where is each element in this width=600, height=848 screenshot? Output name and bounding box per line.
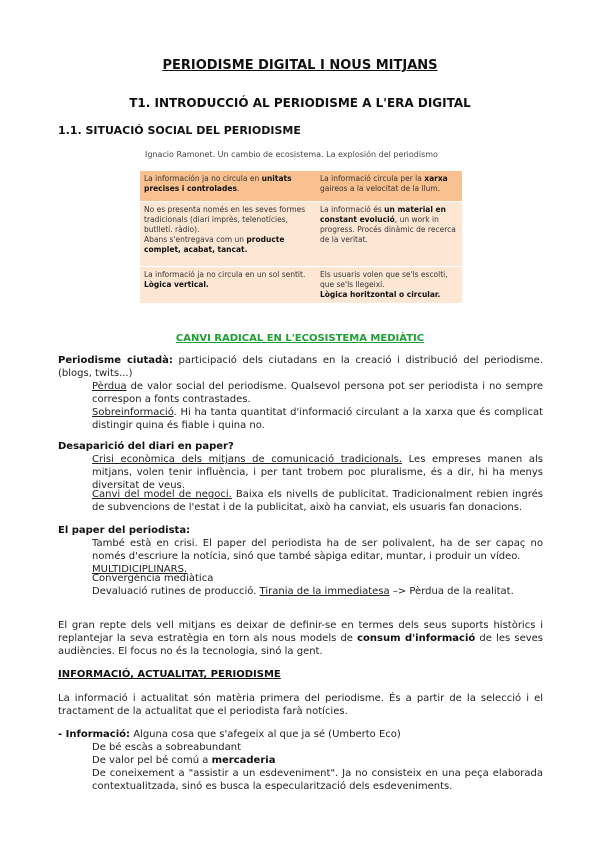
table-row — [140, 267, 462, 304]
list-item: Canvi del model de negoci. Baixa els nivells de publicitat. Tradicionalment rebien ingrés de subvencions de l'estat i de la publicitat, això ha canviat, els usuaris fan donacions. — [92, 489, 543, 513]
information-heading: INFORMACIÓ, ACTUALITAT, PERIODISME — [58, 669, 281, 680]
table-cell: Els usuaris volen que se'ls escolti, que se'ls llegeixi. Lògica horitzontal o circular. — [316, 267, 462, 304]
table-row — [140, 202, 462, 267]
list-item: De coneixement a "assistir a un esdeveniment". Ja no consisteix en una peça elaborada contextualitzada, sinó es busca la especularització dels esdeveniments. — [92, 768, 543, 792]
list-item: També està en crisi. El paper del periodista ha de ser polivalent, ha de ser capaç no només d'escriure la notícia, sinó que també sàpiga editar, muntar, i produir un vídeo. MULTIDICIPLINARS. — [92, 538, 543, 575]
green-heading: CANVI RADICAL EN L'ECOSISTEMA MEDIÀTIC — [175, 333, 425, 344]
ecosystem-table — [140, 171, 462, 304]
topic-heading: T1. INTRODUCCIÓ AL PERIODISME A L'ERA DIGITAL — [129, 96, 471, 110]
table-cell: La información ja no circula en unitats precises i controlades. — [140, 171, 316, 202]
information-definition: - Informació: Alguna cosa que s'afegeix al que ja sé (Umberto Eco) — [58, 729, 401, 740]
list-item: De valor pel bé comú a mercaderia — [92, 755, 276, 766]
journalist-role-heading: El paper del periodista: — [58, 525, 191, 536]
list-item: Crisi econòmica dels mitjans de comunicació tradicionals. Les empreses manen als mitjans, volen tenir influència, i per tant trobem poc pluralisme, és a dir, hi ha menys diversitat de veus. — [92, 454, 543, 491]
list-item: Pèrdua de valor social del periodisme. Qualsevol persona pot ser periodista i no sempre correspon a fonts contrastades. — [92, 381, 543, 405]
list-item: Convergència mediàtica — [92, 573, 214, 584]
table-cell: No es presenta només en les seves formes tradicionals (diari imprès, telenotícies, butlletí. ràdio). Abans s'entregava com un producte complet, acabat, tancat. — [140, 202, 316, 267]
table-caption: Ignacio Ramonet. Un cambio de ecosistema. La explosión del periodismo — [145, 150, 438, 159]
challenge-paragraph: El gran repte dels vell mitjans es deixar de definir-se en termes dels seus suports històrics i replantejar la seva estratègia en torn als nous models de consum d'informació de les seves audiències. El focus no és la tecnologia, sinó la gent. — [58, 620, 543, 657]
table-cell: La informació és un material en constant evolució, un work in progress. Procés dinàmic de recerca de la veritat. — [316, 202, 462, 267]
list-item: Sobreinformació. Hi ha tanta quantitat d'informació circulant a la xarxa que és complicat distingir quina és fiable i quina no. — [92, 407, 543, 431]
section-heading: 1.1. SITUACIÓ SOCIAL DEL PERIODISME — [58, 124, 301, 137]
document-title: PERIODISME DIGITAL I NOUS MITJANS — [162, 58, 438, 73]
table-cell: La informació ja no circula en un sol sentit. Lògica vertical. — [140, 267, 316, 304]
table-cell: La informació circula per la xarxa gaireos a la velocitat de la llum. — [316, 171, 462, 202]
list-item: Devaluació rutines de producció. Tirania de la immediatesa –> Pèrdua de la realitat. — [92, 586, 514, 597]
table-row — [140, 171, 462, 202]
list-item: De bé escàs a sobreabundant — [92, 742, 241, 753]
print-disappearance-heading: Desaparició del diari en paper? — [58, 441, 234, 452]
citizen-journalism-paragraph: Periodisme ciutadà: participació dels ciutadans en la creació i distribució del periodisme. (blogs, twits...) — [58, 355, 543, 379]
information-paragraph: La informació i actualitat són matèria primera del periodisme. És a partir de la selecció i el tractament de la actualitat que el periodista farà notícies. — [58, 693, 543, 717]
